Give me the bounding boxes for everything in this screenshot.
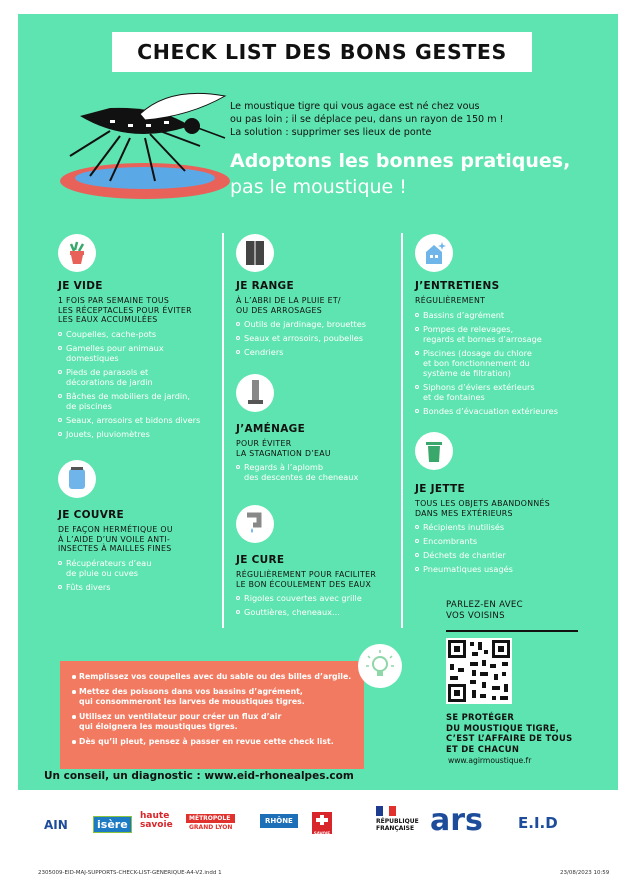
section-title: J’ENTRETIENS: [415, 280, 500, 292]
list-item: Pieds de parasols et décorations de jardin: [58, 367, 218, 387]
list-item: Piscines (dosage du chlore et bon fonctionnement du système de filtration): [415, 348, 585, 378]
section-subtitle: [58, 525, 218, 554]
checklist: [236, 319, 398, 357]
tip-item: Mettez des poissons dans vos bassins d’agrément, qui consommeront les larves de moustiques tigres.: [72, 687, 354, 707]
subtitle-line: POUR ÉVITER: [236, 439, 292, 448]
mosquito-illustration: [50, 86, 230, 206]
water-surface: [75, 167, 215, 189]
list-item: Encombrants: [415, 536, 585, 546]
logo-rhone: RHÔNE: [260, 814, 298, 828]
subtitle-line: INSECTES À MAILLES FINES: [58, 544, 172, 553]
logo-savoie: SAVOIE: [312, 812, 332, 834]
list-item: Pneumatiques usagés: [415, 564, 585, 574]
subtitle-line: LE BON ÉCOULEMENT DES EAUX: [236, 579, 372, 589]
subtitle-line: DE FAÇON HERMÉTIQUE OU: [58, 525, 173, 534]
logo-metropole-grand-lyon: MÉTROPOLE GRAND LYON: [186, 814, 235, 832]
intro-line: ou pas loin ; il se déplace peu, dans un rayon de 150 m !: [230, 114, 504, 125]
intro-line: La solution : supprimer ses lieux de ponte: [230, 127, 432, 138]
divider-line: [446, 630, 578, 632]
tip-item: Remplissez vos coupelles avec du sable ou des billes d’argile.: [72, 672, 354, 682]
list-item: Gamelles pour animaux domestiques: [58, 343, 218, 363]
section-title: JE RANGE: [236, 280, 294, 292]
column-divider: [222, 233, 224, 628]
water-tank-icon: [58, 460, 96, 498]
talk-line: VOS VOISINS: [446, 611, 505, 621]
section-jette: [415, 483, 585, 578]
section-title: JE CURE: [236, 554, 285, 566]
drain-pipe-icon: [236, 374, 274, 412]
intro-text: [230, 100, 570, 139]
section-subtitle: [58, 296, 218, 325]
mosquito-wing: [140, 93, 225, 120]
talk-line: PARLEZ-EN AVEC: [446, 600, 523, 610]
logo-eid: E.I.D: [518, 814, 558, 832]
logo-ars: ars: [430, 803, 483, 838]
subtitle-line: TOUS LES OBJETS ABANDONNÉS: [415, 499, 550, 508]
subtitle-line: LES EAUX ACCUMULÉES: [58, 315, 158, 324]
savoie-cross-icon: [312, 813, 332, 827]
column-divider: [401, 233, 403, 628]
list-item: Bondes d’évacuation extérieures: [415, 406, 585, 416]
list-item: Regards à l’aplomb des descentes de cheneaux: [236, 462, 398, 482]
list-item: Rigoles couvertes avec grille: [236, 593, 398, 603]
logo-isere: isère: [93, 816, 132, 833]
house-sparkle-icon: [415, 234, 453, 272]
protect-line: ET DE CHACUN: [446, 743, 520, 754]
list-item: Bassins d’agrément: [415, 310, 585, 320]
qr-code[interactable]: [446, 638, 512, 704]
section-couvre: [58, 509, 218, 596]
protect-line: SE PROTÉGER: [446, 712, 515, 722]
section-title: JE VIDE: [58, 280, 103, 292]
trash-bin-icon: [415, 432, 453, 470]
checklist: [236, 593, 398, 617]
logo-republique-francaise: RÉPUBLIQUE FRANÇAISE: [376, 806, 419, 832]
checklist: [236, 462, 398, 482]
logo-haute-savoie: haute savoie: [140, 811, 173, 830]
list-item: Cendriers: [236, 347, 398, 357]
closet-icon: [236, 234, 274, 272]
list-item: Pompes de relevages, regards et bornes d’arrosage: [415, 324, 585, 344]
title-box: [112, 32, 532, 72]
tip-item: Dès qu’il pleut, pensez à passer en revue cette check list.: [72, 737, 354, 747]
subtitle-line: RÉGULIÈREMENT POUR FACILITER: [236, 570, 377, 579]
section-subtitle: [236, 570, 398, 589]
list-item: Seaux, arrosoirs et bidons divers: [58, 415, 218, 425]
website-link[interactable]: www.agirmoustique.fr: [448, 756, 532, 765]
lightbulb-icon: [358, 644, 402, 688]
section-subtitle: [415, 296, 585, 306]
subtitle-line: À L’ABRI DE LA PLUIE ET/: [236, 296, 341, 305]
subtitle-line: 1 FOIS PAR SEMAINE TOUS: [58, 296, 170, 305]
list-item: Coupelles, cache-pots: [58, 329, 218, 339]
section-entretiens: [415, 280, 585, 420]
subtitle-line: RÉGULIÈREMENT: [415, 296, 486, 305]
protect-line: C’EST L’AFFAIRE DE TOUS: [446, 733, 573, 743]
protect-text: [446, 712, 572, 754]
section-subtitle: [236, 439, 398, 458]
subtitle-line: OU DES ARROSAGES: [236, 305, 322, 315]
list-item: Siphons d’éviers extérieurs et de fontaines: [415, 382, 585, 402]
intro-line: Le moustique tigre qui vous agace est né chez vous: [230, 101, 480, 112]
tips-box: [60, 661, 364, 769]
logo-ain: AIN: [44, 818, 68, 832]
list-item: Jouets, pluviomètres: [58, 429, 218, 439]
section-subtitle: [236, 296, 398, 315]
section-amenage: [236, 423, 398, 486]
partner-logos: [0, 800, 637, 850]
section-subtitle: [415, 499, 585, 518]
subtitle-line: LA STAGNATION D’EAU: [236, 448, 331, 458]
slogan-bold: Adoptons les bonnes pratiques,: [230, 150, 571, 172]
section-range: [236, 280, 398, 361]
checklist: [415, 522, 585, 574]
slogan-light: pas le moustique !: [230, 176, 407, 198]
subtitle-line: LES RÉCEPTACLES POUR ÉVITER: [58, 305, 192, 315]
advice-link[interactable]: Un conseil, un diagnostic : www.eid-rhonealpes.com: [44, 770, 354, 782]
page-title: CHECK LIST DES BONS GESTES: [137, 40, 507, 64]
section-cure: [236, 554, 398, 621]
list-item: Fûts divers: [58, 582, 218, 592]
subtitle-line: À L’AIDE D’UN VOILE ANTI-: [58, 534, 171, 544]
plant-pot-icon: [58, 234, 96, 272]
tips-list: [60, 661, 364, 747]
list-item: Seaux et arrosoirs, poubelles: [236, 333, 398, 343]
subtitle-line: DANS MES EXTÉRIEURS: [415, 508, 513, 518]
section-title: J’AMÉNAGE: [236, 423, 306, 435]
talk-text: [446, 600, 523, 622]
protect-line: DU MOUSTIQUE TIGRE,: [446, 722, 560, 733]
list-item: Bâches de mobiliers de jardin, de piscines: [58, 391, 218, 411]
marianne-flag-icon: [376, 806, 396, 816]
list-item: Gouttières, cheneaux...: [236, 607, 398, 617]
section-title: JE COUVRE: [58, 509, 124, 521]
tip-item: Utilisez un ventilateur pour créer un flux d’air qui éloignera les moustiques tigres.: [72, 712, 354, 732]
checklist: [415, 310, 585, 416]
list-item: Déchets de chantier: [415, 550, 585, 560]
list-item: Outils de jardinage, brouettes: [236, 319, 398, 329]
checklist: [58, 558, 218, 592]
gutter-icon: [236, 505, 274, 543]
list-item: Récupérateurs d’eau de pluie ou cuves: [58, 558, 218, 578]
footer-file: 2305009-EID-MAJ-SUPPORTS-CHECK-LIST-GENERIQUE-A4-V2.indd 1: [38, 870, 222, 876]
footer-date: 23/08/2023 10:59: [560, 870, 610, 876]
section-vide: [58, 280, 218, 443]
list-item: Récipients inutilisés: [415, 522, 585, 532]
checklist: [58, 329, 218, 439]
section-title: JE JETTE: [415, 483, 465, 495]
